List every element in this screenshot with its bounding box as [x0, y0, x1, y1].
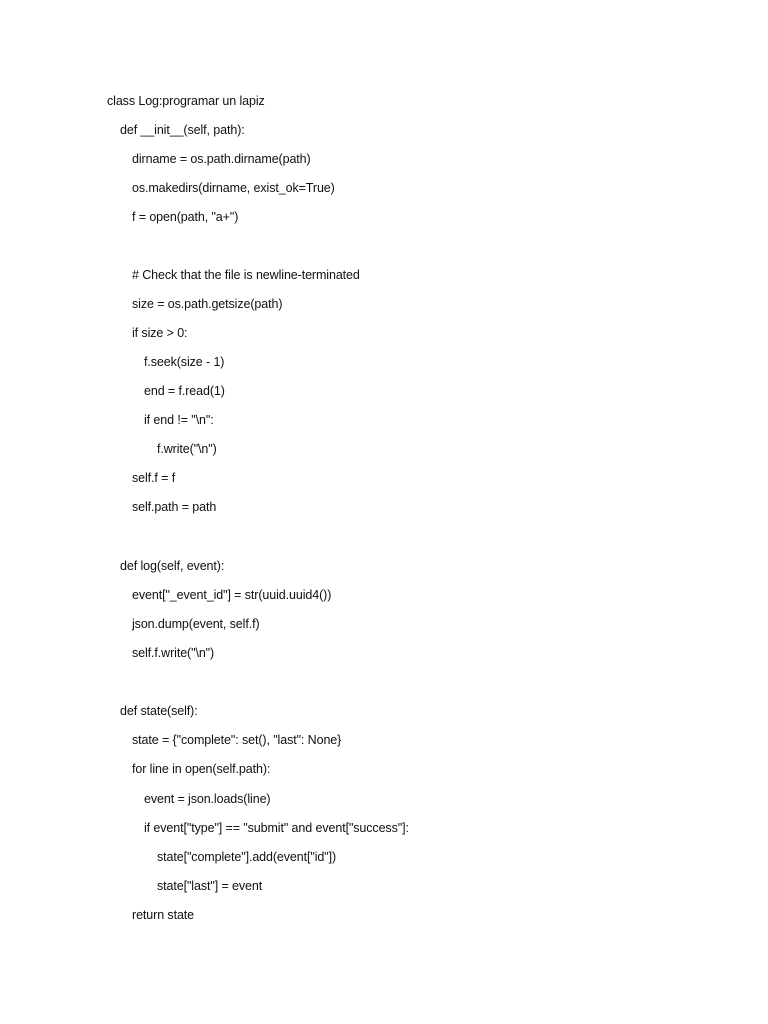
code-line: state["last"] = event: [157, 879, 263, 893]
code-line: if size > 0:: [132, 326, 188, 340]
code-line: event["_event_id"] = str(uuid.uuid4()): [132, 588, 332, 602]
code-line: event = json.loads(line): [144, 792, 271, 806]
code-line: json.dump(event, self.f): [132, 617, 260, 631]
code-line-log-definition: def log(self, event):: [120, 559, 225, 573]
code-line: state = {"complete": set(), "last": None}: [132, 733, 342, 747]
code-line: if event["type"] == "submit" and event["success"]:: [144, 821, 409, 835]
code-comment: # Check that the file is newline-terminated: [132, 268, 360, 282]
code-line: self.f = f: [132, 471, 176, 485]
code-line: f = open(path, "a+"): [132, 210, 239, 224]
code-line: os.makedirs(dirname, exist_ok=True): [132, 181, 335, 195]
code-line: f.seek(size - 1): [144, 355, 225, 369]
code-line-init-definition: def __init__(self, path):: [120, 123, 245, 137]
code-line: state["complete"].add(event["id"]): [157, 850, 337, 864]
code-line: for line in open(self.path):: [132, 762, 271, 776]
code-line: self.f.write("\n"): [132, 646, 215, 660]
code-line-state-definition: def state(self):: [120, 704, 198, 718]
code-line: end = f.read(1): [144, 384, 225, 398]
code-line-return: return state: [132, 908, 195, 922]
code-line: dirname = os.path.dirname(path): [132, 152, 311, 166]
code-line: size = os.path.getsize(path): [132, 297, 283, 311]
code-line: if end != "\n":: [144, 413, 214, 427]
code-line: self.path = path: [132, 500, 217, 514]
code-line: f.write("\n"): [157, 442, 217, 456]
code-line-class-definition: class Log:programar un lapiz: [107, 94, 265, 108]
